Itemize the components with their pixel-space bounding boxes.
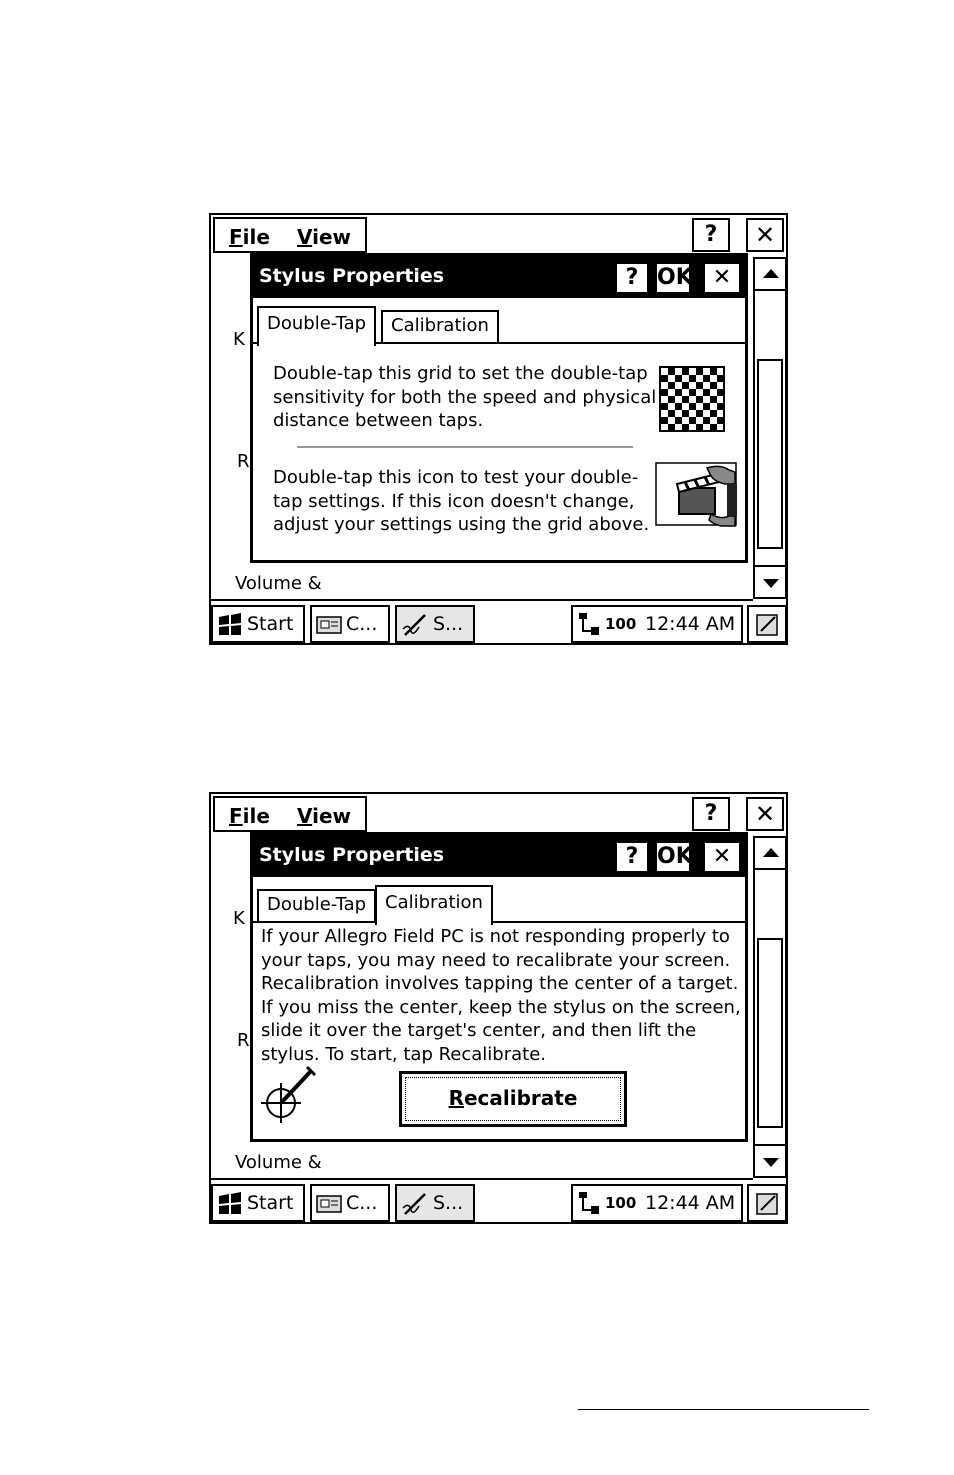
icon-test-instructions: Double-tap this icon to test your double- tap settings. If this icon doesn't change, adjust your settings using the grid above. <box>273 467 650 535</box>
dialog-titlebar <box>253 256 745 298</box>
menu-bar <box>213 217 367 253</box>
menu-view[interactable]: View <box>297 804 352 828</box>
start-button[interactable]: Start <box>211 1184 305 1222</box>
calibration-instructions: If your Allegro Field PC is not responding properly to your taps, you may need to recalibrate your screen. Recalibration involves tapping the center of a target. If you miss the center, keep the stylus on the screen, slide it over the target's center, and then lift the stylus. To start, tap Recalibrate. <box>261 926 741 1065</box>
footer-rule <box>578 1409 869 1410</box>
desktop-button[interactable] <box>747 605 787 643</box>
windows-flag-icon <box>217 613 243 637</box>
window-close-button[interactable]: ✕ <box>746 797 784 831</box>
taskbar-item-control-panel[interactable]: C... <box>310 1184 390 1222</box>
background-text-fragment: R <box>237 1030 250 1051</box>
menu-file[interactable]: File <box>229 225 270 249</box>
control-panel-icon <box>316 616 342 634</box>
divider <box>211 599 753 601</box>
taskbar-item-stylus[interactable]: S... <box>395 605 475 643</box>
scroll-down-button[interactable] <box>753 565 787 599</box>
taskbar-item-stylus[interactable]: S... <box>395 1184 475 1222</box>
tab-strip <box>253 306 745 344</box>
window-help-button[interactable]: ? <box>692 218 730 252</box>
calibration-target-icon <box>259 1063 319 1127</box>
tab-calibration[interactable]: Calibration <box>375 885 493 925</box>
scrollbar-track[interactable] <box>753 291 787 565</box>
scrollbar-thumb[interactable] <box>757 359 783 549</box>
double-tap-grid[interactable] <box>659 366 725 432</box>
tab-calibration[interactable]: Calibration <box>381 310 499 342</box>
dialog-close-button[interactable]: ✕ <box>703 262 741 294</box>
desktop-icon <box>755 1190 781 1218</box>
tab-double-tap[interactable]: Double-Tap <box>257 889 376 921</box>
battery-level: 100 <box>605 1194 637 1212</box>
clock[interactable]: 12:44 AM <box>645 1192 736 1214</box>
arrow-down-icon <box>763 1158 779 1167</box>
start-button[interactable]: Start <box>211 605 305 643</box>
dialog-title: Stylus Properties <box>259 844 445 866</box>
background-text-fragment: K <box>233 908 245 929</box>
separator <box>297 446 633 448</box>
battery-level: 100 <box>605 615 637 633</box>
arrow-up-icon <box>763 269 779 278</box>
tab-strip <box>253 885 745 923</box>
device-screen-double-tap <box>209 213 788 645</box>
dialog-close-button[interactable]: ✕ <box>703 841 741 873</box>
dialog-help-button[interactable]: ? <box>615 262 649 294</box>
scrollbar-track[interactable] <box>753 870 787 1144</box>
menu-bar <box>213 796 367 832</box>
window-close-button[interactable]: ✕ <box>746 218 784 252</box>
dialog-ok-button[interactable]: OK <box>655 262 691 294</box>
divider <box>211 1178 753 1180</box>
taskbar-item-control-panel[interactable]: C... <box>310 605 390 643</box>
menu-file[interactable]: File <box>229 804 270 828</box>
system-tray <box>571 605 743 643</box>
connection-icon <box>577 611 603 639</box>
scrollbar-thumb[interactable] <box>757 938 783 1128</box>
background-text-fragment: R <box>237 451 250 472</box>
tab-double-tap[interactable]: Double-Tap <box>257 306 376 346</box>
scroll-up-button[interactable] <box>753 836 787 870</box>
taskbar <box>211 603 786 643</box>
stylus-icon <box>401 613 429 639</box>
dialog-titlebar <box>253 835 745 877</box>
recalibrate-button[interactable]: Recalibrate <box>399 1071 627 1127</box>
stylus-icon <box>401 1192 429 1218</box>
window-help-button[interactable]: ? <box>692 797 730 831</box>
stylus-properties-dialog <box>250 832 748 1142</box>
taskbar <box>211 1182 786 1222</box>
volume-list-item[interactable]: Volume & <box>235 573 322 594</box>
system-tray <box>571 1184 743 1222</box>
dialog-title: Stylus Properties <box>259 265 445 287</box>
dialog-help-button[interactable]: ? <box>615 841 649 873</box>
volume-list-item[interactable]: Volume & <box>235 1152 322 1173</box>
scroll-up-button[interactable] <box>753 257 787 291</box>
desktop-button[interactable] <box>747 1184 787 1222</box>
control-panel-icon <box>316 1195 342 1213</box>
windows-flag-icon <box>217 1192 243 1216</box>
tab-baseline <box>253 921 745 923</box>
desktop-icon <box>755 611 781 639</box>
clock[interactable]: 12:44 AM <box>645 613 736 635</box>
stylus-properties-dialog <box>250 253 748 563</box>
grid-instructions: Double-tap this grid to set the double-tap sensitivity for both the speed and physical distance between taps. <box>273 363 657 431</box>
dialog-ok-button[interactable]: OK <box>655 841 691 873</box>
connection-icon <box>577 1190 603 1218</box>
device-screen-calibration <box>209 792 788 1224</box>
clapperboard-test-icon[interactable] <box>655 462 739 528</box>
arrow-up-icon <box>763 848 779 857</box>
menu-view[interactable]: View <box>297 225 352 249</box>
background-text-fragment: K <box>233 329 245 350</box>
arrow-down-icon <box>763 579 779 588</box>
scroll-down-button[interactable] <box>753 1144 787 1178</box>
